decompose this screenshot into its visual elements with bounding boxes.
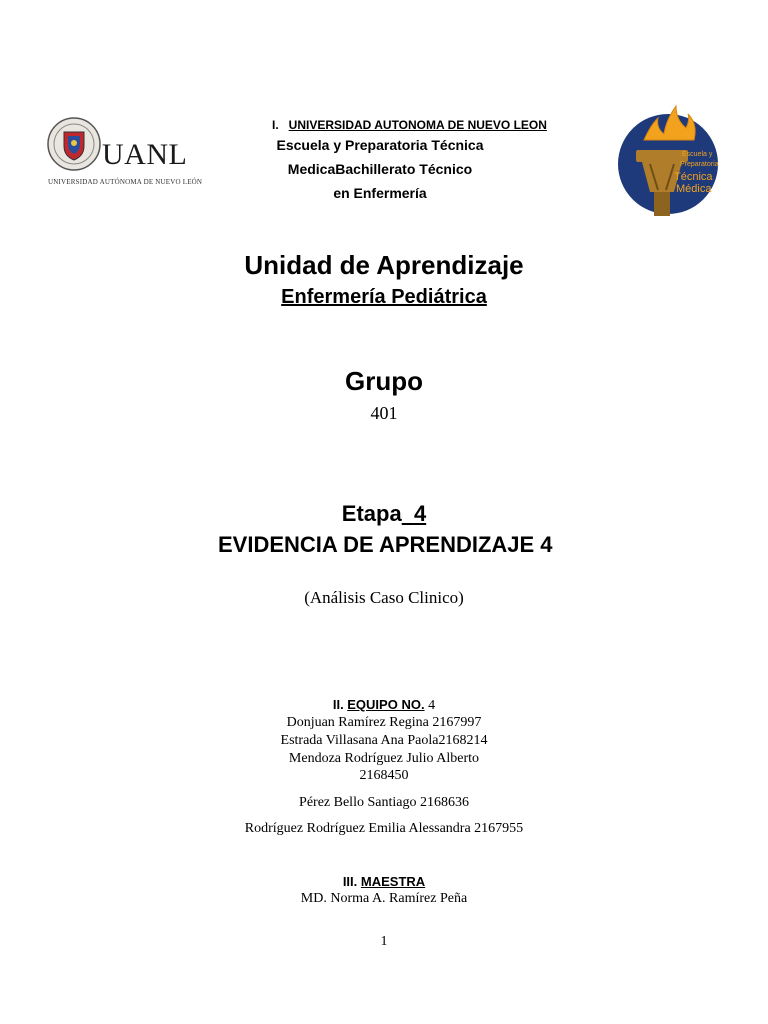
stage-label: Etapa (341, 501, 402, 526)
team-member: Mendoza Rodríguez Julio Alberto (288, 751, 480, 766)
evidence-note: (Análisis Caso Clinico) (304, 588, 464, 607)
group-number: 401 (370, 403, 398, 423)
team-member: 2168450 (359, 768, 409, 783)
uanl-seal-icon (46, 116, 102, 172)
torch-text-3: Técnica (674, 171, 713, 183)
heading-numeral: I. (272, 118, 279, 132)
group-title: Grupo (345, 366, 423, 396)
university-name: UNIVERSIDAD AUTONOMA DE NUEVO LEON (288, 118, 547, 132)
torch-text-1: Escuela y (682, 151, 713, 158)
school-line-1: Escuela y Preparatoria Técnica (276, 137, 484, 153)
teacher-name: MD. Norma A. Ramírez Peña (300, 891, 468, 906)
unit-title: Unidad de Aprendizaje (244, 250, 524, 280)
uanl-subtitle: UNIVERSIDAD AUTÓNOMA DE NUEVO LEÓN (48, 178, 203, 186)
team-member: Estrada Villasana Ana Paola2168214 (280, 733, 488, 748)
school-line-3: en Enfermería (333, 185, 427, 201)
team-label: EQUIPO NO. (347, 697, 425, 712)
team-numeral: II. (332, 697, 344, 712)
team-heading (184, 697, 584, 714)
evidence-title: EVIDENCIA DE APRENDIZAJE 4 (218, 532, 553, 557)
teacher-label: MAESTRA (360, 874, 426, 889)
university-heading (272, 118, 547, 132)
torch-emblem-icon (614, 100, 720, 218)
subject-text: Enfermería Pediátrica (281, 286, 487, 308)
torch-text-2: Preparatoria (680, 161, 719, 168)
torch-text-4: Médica (676, 183, 712, 195)
school-line-2: MedicaBachillerato Técnico (287, 161, 473, 177)
stage-number: 4 (413, 501, 427, 526)
page-number: 1 (380, 934, 388, 949)
team-number: 4 (428, 698, 436, 713)
team-member: Rodríguez Rodríguez Emilia Alessandra 2167955 (244, 821, 524, 836)
torch-logo (614, 100, 720, 218)
teacher-numeral: III. (342, 874, 358, 889)
teacher-heading (184, 874, 584, 889)
stage-heading (184, 501, 584, 527)
team-member: Pérez Bello Santiago 2168636 (299, 795, 469, 810)
team-member: Donjuan Ramírez Regina 2167997 (286, 715, 482, 730)
unit-subject (184, 286, 584, 309)
uanl-wordmark: UANL (102, 138, 188, 171)
